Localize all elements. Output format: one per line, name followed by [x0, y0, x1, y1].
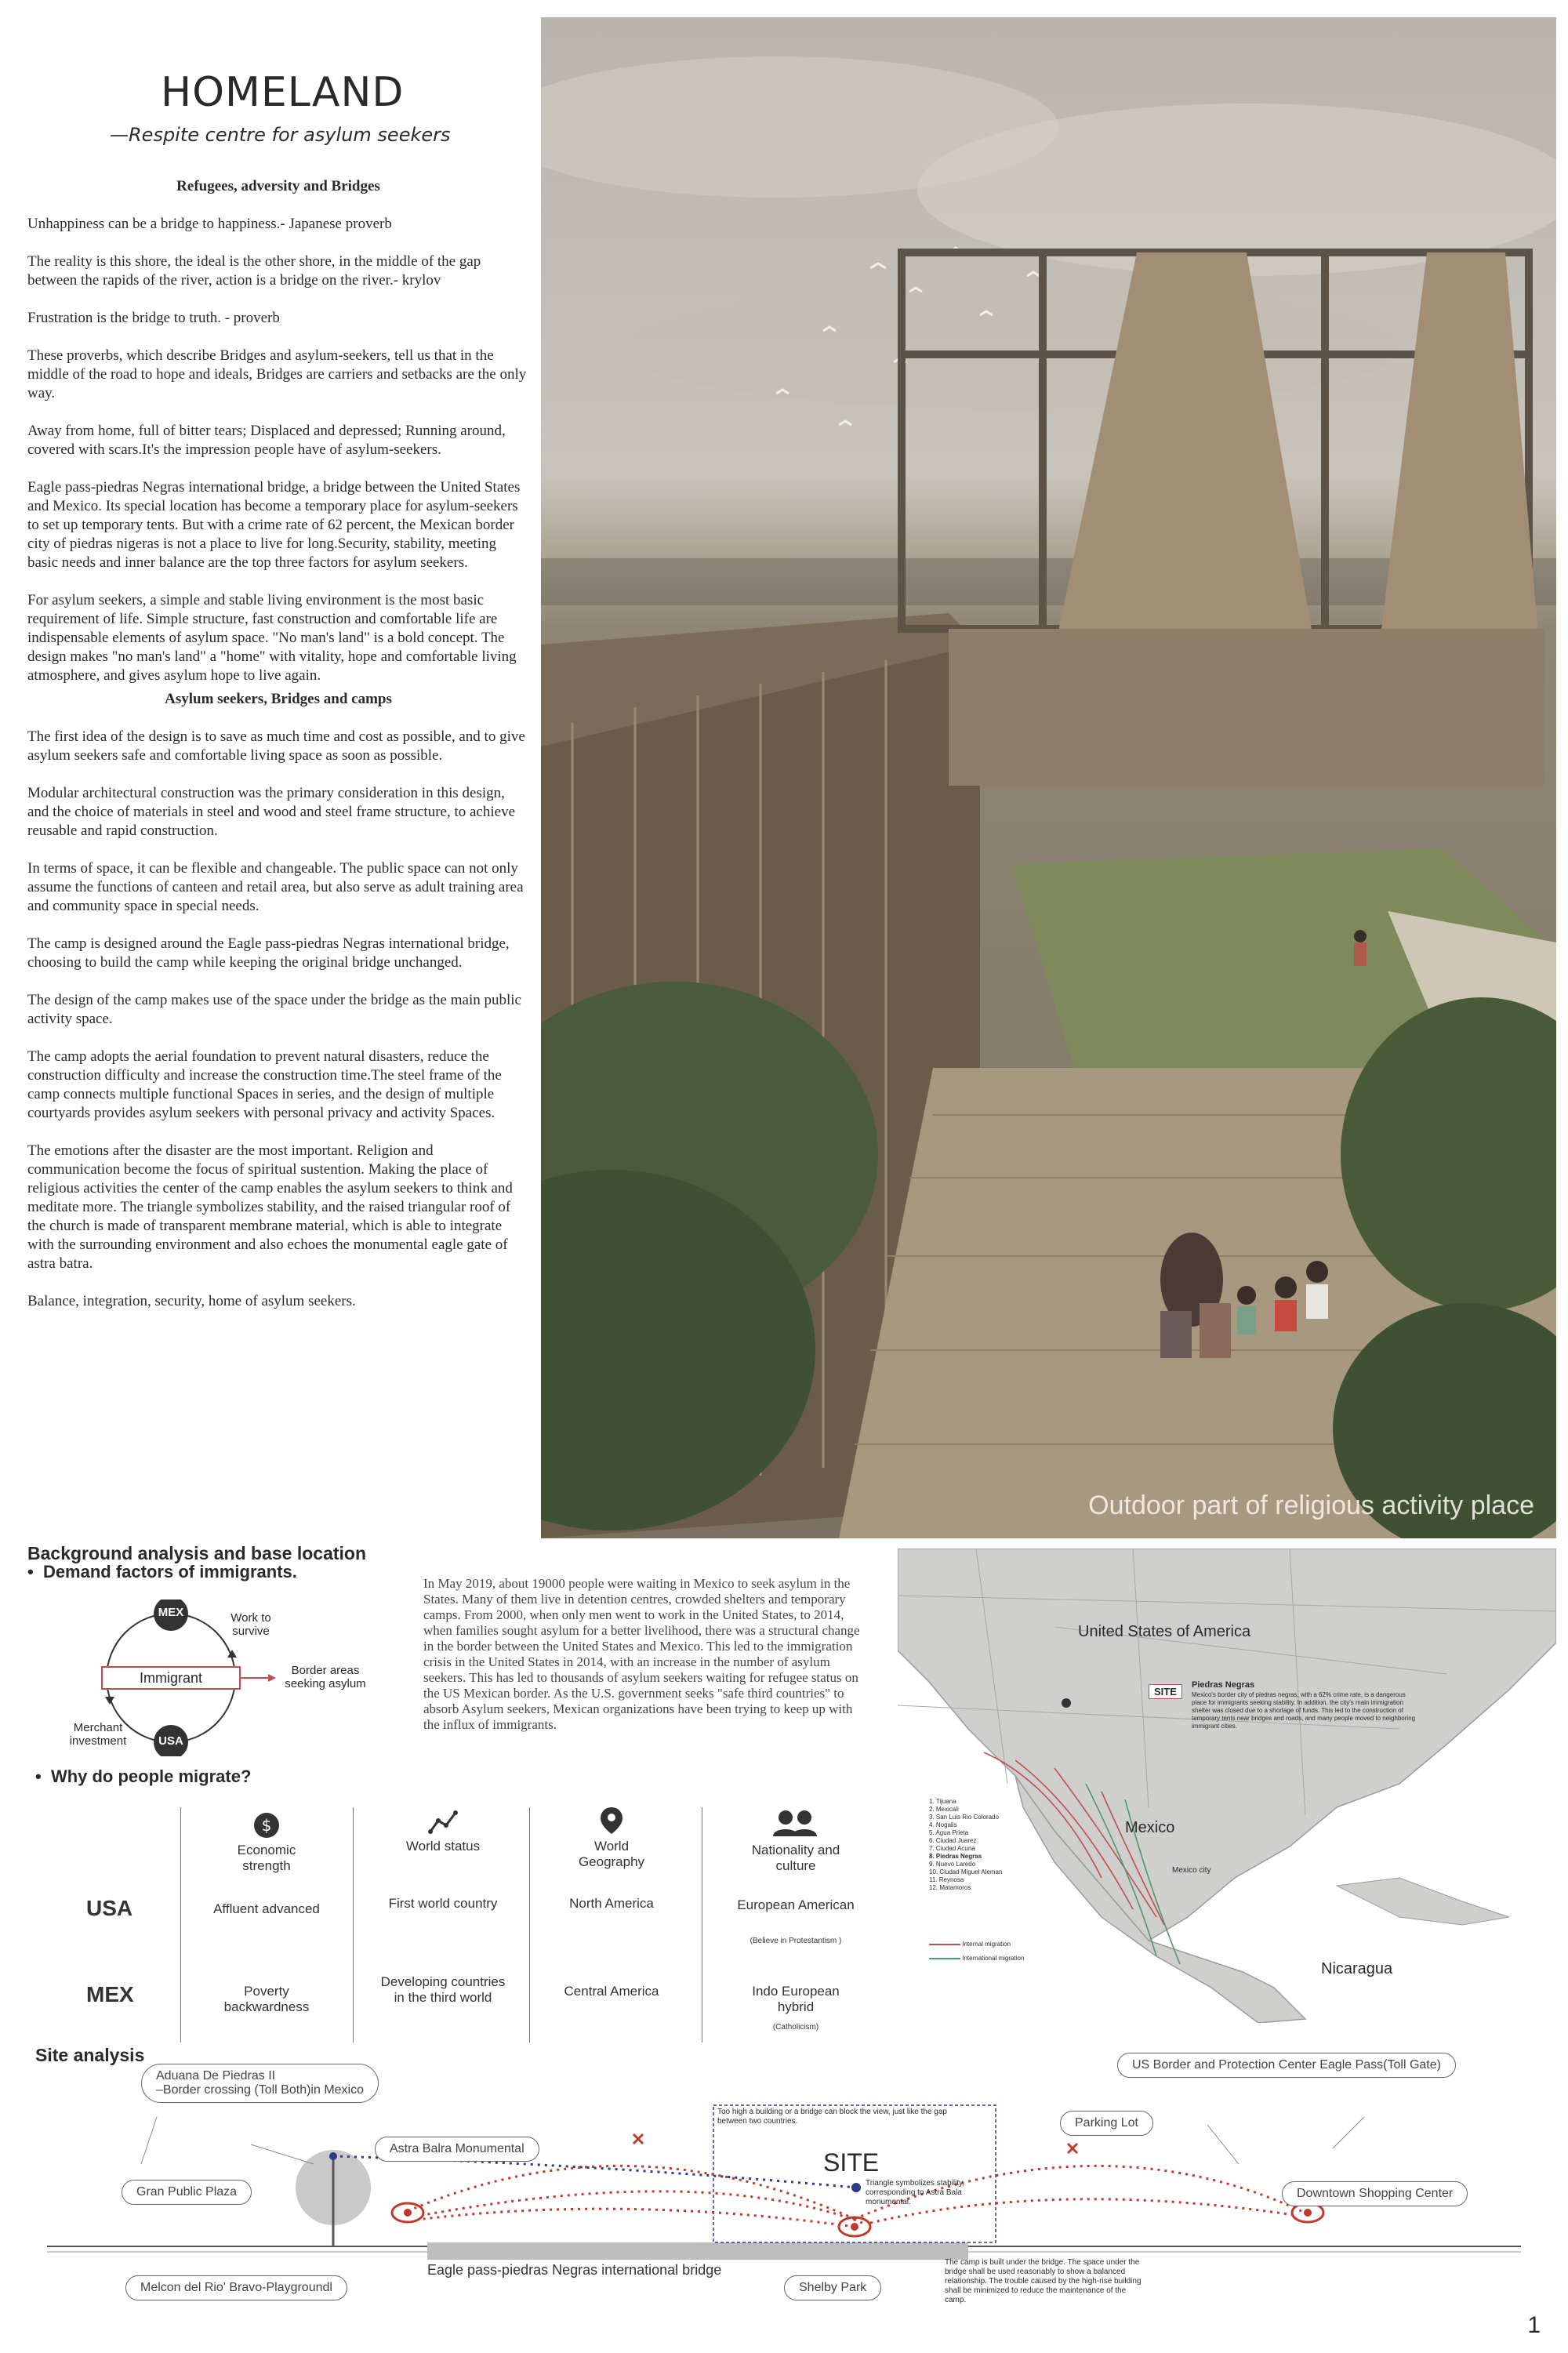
- essay-paragraph: Balance, integration, security, home of asylum seekers.: [27, 1293, 356, 1309]
- bullet-demand: • Demand factors of immigrants.: [27, 1562, 297, 1581]
- dollar-icon: [252, 1811, 281, 1839]
- label-gran-plaza: Gran Public Plaza: [122, 2180, 252, 2205]
- label-shelby-park: Shelby Park: [784, 2275, 881, 2300]
- row-label-mex: MEX: [86, 1982, 134, 2006]
- label-us-border: US Border and Protection Center Eagle Pass(Toll Gate): [1117, 2053, 1456, 2078]
- label-melcon: Melcon del Rio' Bravo-Playgroundl: [125, 2275, 347, 2300]
- city-item: 3. San Luis Rio Colorado: [929, 1814, 999, 1821]
- city-item: 11. Reynosa: [929, 1876, 964, 1883]
- background-paragraph: In May 2019, about 19000 people were waiting in Mexico to seek asylum in the States. Many of them live in detention centres, crowded shelters and temporary camps. From 2000, when only men went to work in the United States, to 2014, when families sought asylum for a better livelihood, there was a structural change in the border between the United States and Mexico. This led to the immigration crisis in the United States in 2014, with an increase in the number of asylum seekers. This has led to thousands of asylum seekers waiting for refugee status on the US Mexican border. As the U.S. government seeks "safe third countries" to absorb Asylum seekers, Mexican organizations have been trying to keep up with the influx of immigrants.: [423, 1576, 860, 1732]
- hero-render: [541, 17, 1556, 1538]
- map-label-nicaragua: Nicaragua: [1321, 1960, 1393, 1977]
- diagram-border: Border areas seeking asylum: [285, 1664, 366, 1690]
- city-item: 9. Nuevo Laredo: [929, 1861, 976, 1868]
- hero-caption: Outdoor part of religious activity place: [1088, 1491, 1534, 1520]
- label-parking: Parking Lot: [1060, 2111, 1153, 2136]
- legend-international-swatch: [929, 1958, 960, 1959]
- essay: [27, 177, 529, 1330]
- label-astra: Astra Balra Monumental: [375, 2137, 539, 2162]
- section-title-background: Background analysis and base location: [27, 1543, 367, 1563]
- map-label-mexico: Mexico: [1125, 1819, 1175, 1836]
- essay-paragraph: For asylum seekers, a simple and stable living environment is the most basic requirement of life. Simple structure, fast construction and comfortable life are indispensable elements of asylum space. "No man's land" is a bold concept. The design makes "no man's land" a "home" with vitality, hope and comfortable living atmosphere, and gives asylum hope to live again.: [27, 592, 517, 684]
- table-divider: [529, 1807, 530, 2043]
- essay-paragraph: Unhappiness can be a bridge to happiness.- Japanese proverb: [27, 216, 392, 232]
- page-title: HOMELAND: [161, 69, 405, 116]
- svg-text:$: $: [261, 1816, 272, 1835]
- note-bottom: The camp is built under the bridge. The space under the bridge shall be used reasonably to show a balanced relationship. The trouble caused by the high-rise building shall be minimized to reduce the maintenance of the camp.: [945, 2258, 1142, 2304]
- bullet-demand-label: Demand factors of immigrants.: [42, 1562, 297, 1581]
- header-economic: Economic strength: [237, 1843, 296, 1873]
- map-site-tag: SITE: [1149, 1684, 1182, 1699]
- city-item: 7. Ciudad Acuna: [929, 1845, 975, 1852]
- essay-paragraph: The first idea of the design is to save as much time and cost as possible, and to give asylum seekers safe and comfortable living space as soon as possible.: [27, 728, 525, 764]
- diagram-immigrant: Immigrant: [139, 1670, 202, 1686]
- site-big-label: SITE: [823, 2148, 880, 2177]
- city-item: 12. Matamoros: [929, 1884, 971, 1891]
- section-title-site: Site analysis: [35, 2045, 145, 2065]
- city-item: 5. Agua Prieta: [929, 1829, 969, 1836]
- header-nationality: Nationality and culture: [751, 1843, 840, 1873]
- diagram-usa: USA: [158, 1734, 183, 1748]
- essay-heading-1: Refugees, adversity and Bridges: [176, 178, 380, 194]
- mex-status: Developing countries in the third world: [380, 1974, 506, 2005]
- legend-international: [929, 1955, 1024, 1962]
- city-item: 8. Piedras Negras: [929, 1853, 982, 1860]
- map-site-title: Piedras Negras: [1192, 1680, 1255, 1690]
- map-label-mexico-city: Mexico city: [1172, 1866, 1211, 1875]
- essay-paragraph: Away from home, full of bitter tears; Displaced and depressed; Running around, covered with scars.It's the impression people have of asylum-seekers.: [27, 423, 506, 458]
- essay-paragraph: The reality is this shore, the ideal is the other shore, in the middle of the gap between the rapids of the river, action is a bridge on the river.- krylov: [27, 253, 481, 289]
- essay-paragraph: Frustration is the bridge to truth. - proverb: [27, 310, 280, 326]
- legend-internal-swatch: [929, 1944, 960, 1945]
- usa-economic: Affluent advanced: [213, 1901, 320, 1916]
- usa-nationality-note: (Believe in Protestantism ): [750, 1937, 842, 1945]
- diagram-work: Work to survive: [230, 1611, 271, 1638]
- essay-paragraph: The camp is designed around the Eagle pass-piedras Negras international bridge, choosing to build the camp while keeping the original bridge unchanged.: [27, 935, 510, 971]
- diagram-mex: MEX: [158, 1606, 184, 1619]
- header-status: World status: [405, 1839, 481, 1854]
- bullet-why: • Why do people migrate?: [35, 1767, 252, 1786]
- essay-paragraph: These proverbs, which describe Bridges and asylum-seekers, tell us that in the middle of the road to hope and ideals, Bridges are carriers and setbacks are the only way.: [27, 347, 527, 401]
- city-item: 4. Nogalis: [929, 1821, 957, 1828]
- mex-nationality: Indo European hybrid: [752, 1984, 840, 2014]
- people-icon: [770, 1810, 820, 1838]
- hero-illustration: [541, 17, 1556, 1538]
- table-divider: [180, 1807, 181, 2043]
- page-number: 1: [1527, 2312, 1541, 2338]
- bridge-label: Eagle pass-piedras Negras international bridge: [427, 2262, 722, 2278]
- page-subtitle: —Respite centre for asylum seekers: [110, 124, 451, 146]
- essay-paragraph: The design of the camp makes use of the space under the bridge as the main public activity space.: [27, 992, 521, 1027]
- mex-nationality-note: (Catholicism): [772, 2023, 819, 2032]
- essay-paragraph: In terms of space, it can be flexible and changeable. The public space can not only assume the functions of canteen and retail area, but also serve as adult training area and community space in special needs.: [27, 860, 524, 914]
- note-top: Too high a building or a bridge can block the view, just like the gap between two countries.: [717, 2108, 947, 2126]
- label-downtown: Downtown Shopping Center: [1282, 2181, 1468, 2206]
- migration-map: [898, 1549, 1556, 2023]
- note-triangle: Triangle symbolizes stability, corresponding to Astra Bala monumental.: [866, 2179, 965, 2206]
- location-pin-icon: [598, 1806, 625, 1837]
- city-item: 1. Tijuana: [929, 1798, 956, 1805]
- diagram-merchant: Merchant investment: [69, 1721, 127, 1748]
- city-item: 6. Ciudad Juarez: [929, 1837, 977, 1844]
- bullet-why-label: Why do people migrate?: [50, 1767, 252, 1786]
- legend-international-label: International migration: [962, 1955, 1025, 1962]
- mex-economic: Poverty backwardness: [223, 1984, 310, 2014]
- essay-paragraph: The camp adopts the aerial foundation to prevent natural disasters, reduce the construction difficulty and increase the construction time.The steel frame of the camp connects multiple functional Spaces in series, and the design of multiple courtyards provides asylum seekers with personal privacy and activity Spaces.: [27, 1048, 502, 1121]
- map-illustration: [898, 1549, 1556, 2023]
- essay-paragraph: The emotions after the disaster are the most important. Religion and communication become the focus of spiritual sustention. Making the place of religious activities the center of the camp enables the asylum seekers to think and meditate more. The triangle symbolizes stability, and the raised triangular roof of the church is made of transparent membrane material, which is able to integrate with the surrounding environment and also echoes the monumental eagle gate of astra batra.: [27, 1142, 513, 1272]
- usa-nationality: European American: [737, 1897, 855, 1912]
- essay-paragraph: Modular architectural construction was the primary consideration in this design, and the choice of materials in steel and wood and steel frame structure, to achieve reusable and rapid construction.: [27, 785, 515, 839]
- essay-paragraph: Eagle pass-piedras Negras international bridge, a bridge between the United States and Mexico. Its special location has become a temporary place for asylum-seekers to set up temporary tents. But with a crime rate of 62 percent, the Mexican border city of piedras nigeras is not a place to live for long.Security, stability, meeting basic needs and inner balance are the top three factors for asylum seekers.: [27, 479, 521, 571]
- essay-heading-2: Asylum seekers, Bridges and camps: [165, 691, 392, 707]
- usa-status: First world country: [388, 1896, 498, 1911]
- legend-internal: [929, 1941, 1011, 1948]
- map-site-desc: Mexico's border city of piedras negras, with a 62% crime rate, is a dangerous place for immigrants seeking stability. In addition, the city's main immigration shelter was closed due to a shortage of funds. This led to the construction of temporary tents near bridges and roads, and many people moved to neighboring immigrant cities.: [1192, 1691, 1416, 1730]
- eye-icon: [392, 2203, 423, 2222]
- city-item: 2. Mexicali: [929, 1806, 959, 1813]
- trend-icon: [427, 1810, 459, 1835]
- usa-geography: North America: [569, 1896, 654, 1911]
- row-label-usa: USA: [86, 1896, 133, 1920]
- mex-geography: Central America: [564, 1984, 659, 1999]
- legend-internal-label: Internal migration: [962, 1941, 1011, 1948]
- header-geography: World Geography: [578, 1839, 645, 1869]
- table-divider: [353, 1807, 354, 2043]
- city-item: 10. Ciudad Miguel Aleman: [929, 1868, 1003, 1876]
- map-city-list: [929, 1798, 1002, 1892]
- label-aduana: Aduana De Piedras II –Border crossing (Toll Both)in Mexico: [141, 2064, 379, 2103]
- map-label-usa: United States of America: [1078, 1623, 1251, 1640]
